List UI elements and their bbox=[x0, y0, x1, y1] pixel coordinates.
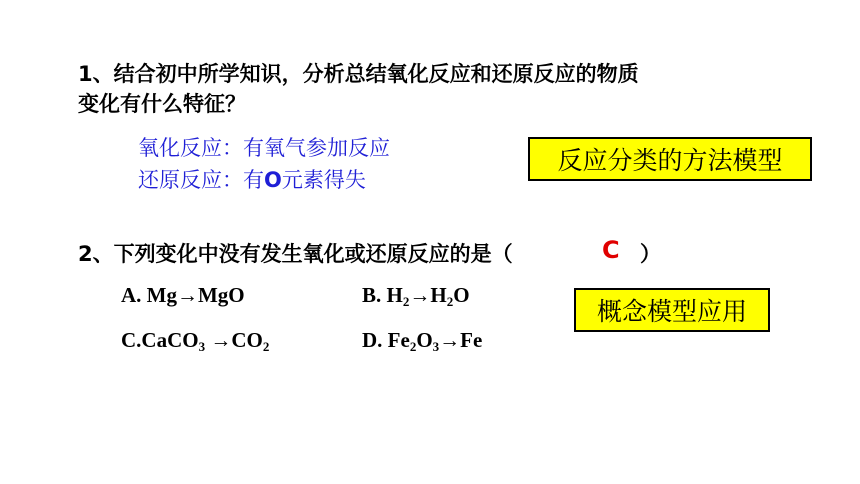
method-model-box bbox=[528, 137, 812, 181]
question-1-line-2: 变化有什么特征？ bbox=[78, 92, 246, 116]
option-d-mid: O bbox=[416, 328, 433, 352]
option-b-label: B. H bbox=[362, 283, 403, 307]
option-b-sub-2: 2 bbox=[446, 294, 454, 309]
option-c-sub-1: 3 bbox=[198, 339, 206, 354]
option-d-label: D. Fe bbox=[362, 328, 410, 352]
oxidation-definition: 氧化反应：有氧气参加反应 bbox=[138, 136, 390, 160]
option-c bbox=[121, 328, 269, 355]
option-b-end: O bbox=[453, 283, 470, 307]
question-2-close: ） bbox=[640, 242, 661, 266]
question-1-line-1: 1、结合初中所学知识，分析总结氧化反应和还原反应的物质 bbox=[78, 62, 639, 86]
option-b-sub-1: 2 bbox=[402, 294, 410, 309]
option-a: A. Mg→MgO bbox=[121, 283, 245, 307]
option-b-arrow: →H bbox=[409, 283, 447, 307]
reduction-suffix: 元素得失 bbox=[281, 168, 366, 192]
option-c-sub-2: 2 bbox=[262, 339, 270, 354]
option-b bbox=[362, 283, 470, 310]
reduction-prefix: 还原反应：有 bbox=[138, 168, 264, 192]
option-c-arrow: →CO bbox=[205, 328, 263, 352]
reduction-o-element: O bbox=[264, 168, 282, 192]
option-d-end: →Fe bbox=[439, 328, 483, 352]
option-d-sub-1: 2 bbox=[409, 339, 417, 354]
option-d-sub-2: 3 bbox=[432, 339, 440, 354]
question-2 bbox=[78, 240, 513, 268]
answer-mark: C bbox=[602, 236, 620, 264]
method-model-label: 反应分类的方法模型 bbox=[557, 146, 783, 175]
option-c-label: C.CaCO bbox=[121, 328, 199, 352]
concept-application-label: 概念模型应用 bbox=[596, 297, 747, 326]
question-2-text: 2、下列变化中没有发生氧化或还原反应的是（ bbox=[78, 242, 513, 266]
reduction-definition bbox=[138, 164, 366, 196]
concept-application-box bbox=[574, 288, 770, 332]
option-d bbox=[362, 328, 482, 355]
